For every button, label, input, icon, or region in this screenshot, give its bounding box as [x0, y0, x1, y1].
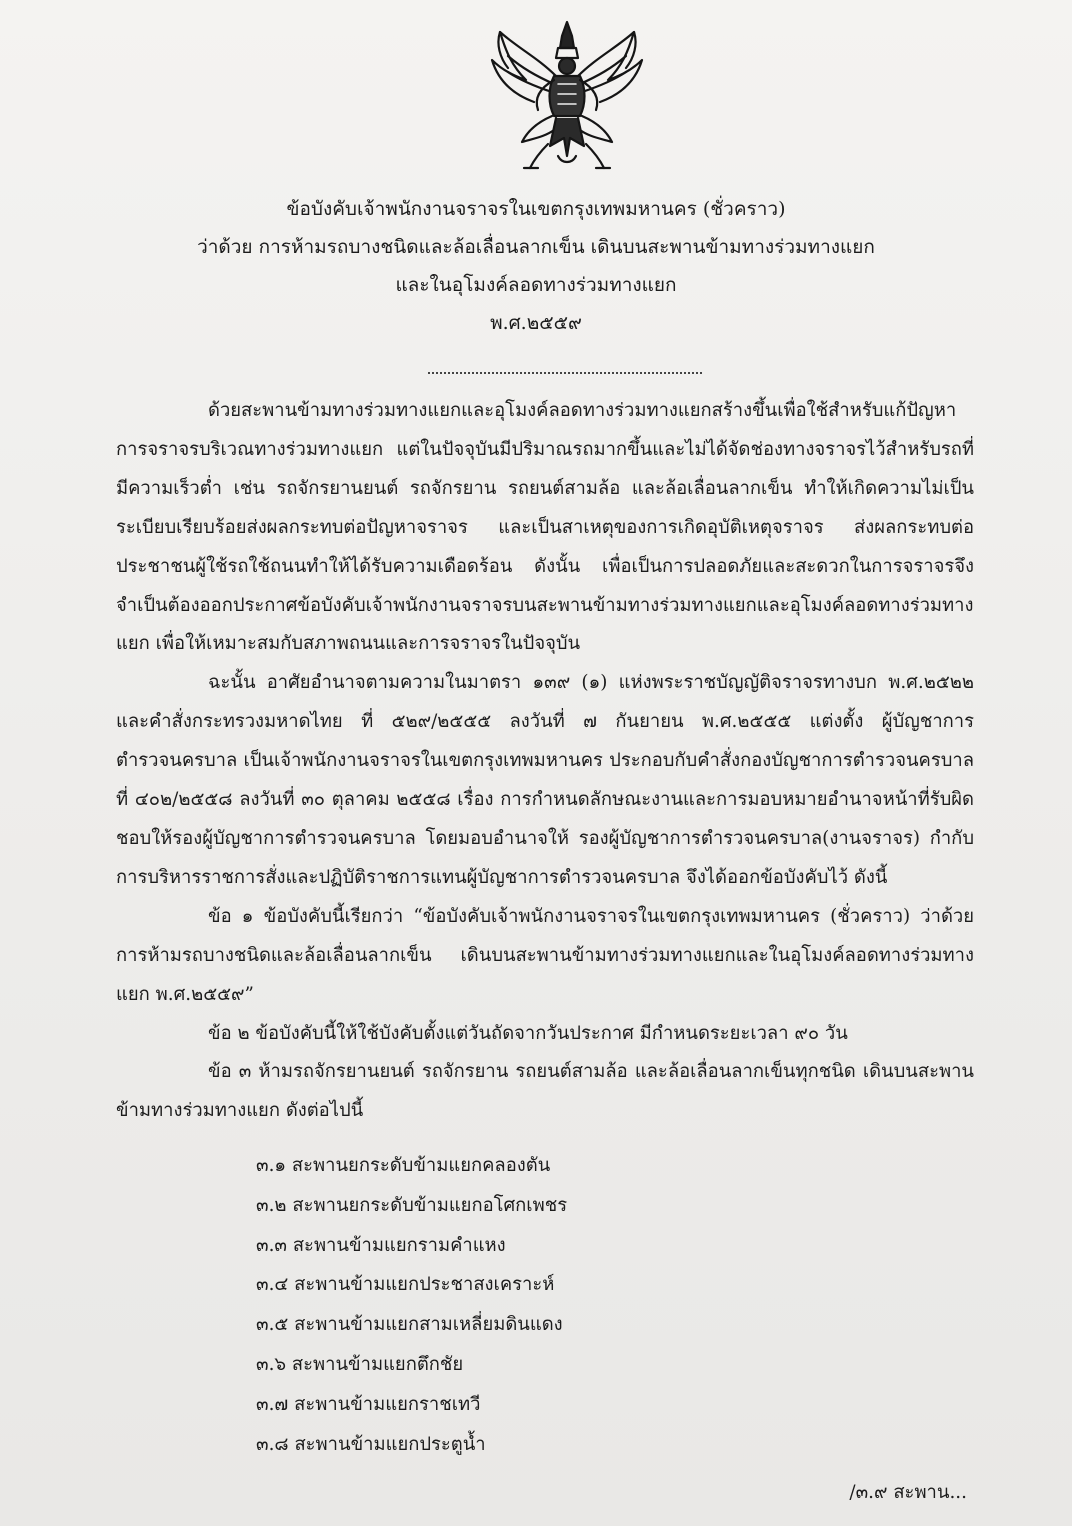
list-item: ๓.๘ สะพานข้ามแยกประตูน้ำ [256, 1433, 486, 1455]
list-item: ๓.๔ สะพานข้ามแยกประชาสงเคราะห์ [256, 1274, 555, 1296]
preamble-paragraph: ด้วยสะพานข้ามทางร่วมทางแยกและอุโมงค์ลอดทางร่วมทางแยกสร้างขึ้นเพื่อใช้สำหรับแก้ปัญหาการจราจรบริเวณทางร่วมทางแยก แต่ในปัจจุบันมีปริมาณรถมากขึ้นและไม่ได้จัดช่องทางจราจรไว้สำหรับรถที่มีความเร็วต่ำ เช่น รถจักรยานยนต์ รถจักรยาน รถยนต์สามล้อ และล้อเลื่อนลากเข็น ทำให้เกิดความไม่เป็นระเบียบเรียบร้อยส่งผลกระทบต่อปัญหาจราจร และเป็นสาเหตุของการเกิดอุบัติเหตุจราจร ส่งผลกระทบต่อประชาชนผู้ใช้รถใช้ถนนทำให้ได้รับความเดือดร้อน ดังนั้น เพื่อเป็นการปลอดภัยและสะดวกในการจราจรจึงจำเป็นต้องออกประกาศข้อบังคับเจ้าพนักงานจราจรบนสะพานข้ามทางร่วมทางแยกและอุโมงค์ลอดทางร่วมทางแยก เพื่อให้เหมาะสมกับสภาพถนนและการจราจรในปัจจุบัน [116, 400, 974, 655]
list-item: ๓.๗ สะพานข้ามแยกราชเทวี [256, 1393, 481, 1415]
bridge-list [256, 1146, 567, 1464]
list-item: ๓.๕ สะพานข้ามแยกสามเหลี่ยมดินแดง [256, 1314, 563, 1336]
clause-3: ข้อ ๓ ห้ามรถจักรยานยนต์ รถจักรยาน รถยนต์สามล้อ และล้อเลื่อนลากเข็นทุกชนิด เดินบนสะพานข้ามทางร่วมทางแยก ดังต่อไปนี้ [116, 1061, 974, 1122]
list-item: ๓.๖ สะพานข้ามแยกตึกชัย [256, 1353, 464, 1375]
continuation-note: /๓.๙ สะพาน... [849, 1482, 967, 1503]
dotted-divider [428, 372, 702, 374]
list-item: ๓.๒ สะพานยกระดับข้ามแยกอโศกเพชร [256, 1194, 568, 1216]
authority-paragraph: ฉะนั้น อาศัยอำนาจตามความในมาตรา ๑๓๙ (๑) แห่งพระราชบัญญัติจราจรทางบก พ.ศ.๒๕๒๒ และคำสั่งกระทรวงมหาดไทย ที่ ๕๒๙/๒๕๕๕ ลงวันที่ ๗ กันยายน พ.ศ.๒๕๕๕ แต่งตั้ง ผู้บัญชาการตำรวจนครบาล เป็นเจ้าพนักงานจราจรในเขตกรุงเทพมหานคร ประกอบกับคำสั่งกองบัญชาการตำรวจนครบาล ที่ ๔๐๒/๒๕๕๘ ลงวันที่ ๓๐ ตุลาคม ๒๕๕๘ เรื่อง การกำหนดลักษณะงานและการมอบหมายอำนาจหน้าที่รับผิดชอบให้รองผู้บัญชาการตำรวจนครบาล โดยมอบอำนาจให้ รองผู้บัญชาการตำรวจนครบาล(งานจราจร) กำกับการบริหารราชการสั่งและปฏิบัติราชการแทนผู้บัญชาการตำรวจนครบาล จึงได้ออกข้อบังคับไว้ ดังนี้ [116, 672, 974, 888]
title-line-2: ว่าด้วย การห้ามรถบางชนิดและล้อเลื่อนลากเข็น เดินบนสะพานข้ามทางร่วมทางแยก [197, 236, 875, 258]
list-item: ๓.๑ สะพานยกระดับข้ามแยกคลองตัน [256, 1155, 551, 1176]
list-item: ๓.๓ สะพานข้ามแยกรามคำแหง [256, 1234, 506, 1256]
title-line-3: และในอุโมงค์ลอดทางร่วมทางแยก [395, 274, 677, 296]
clause-2: ข้อ ๒ ข้อบังคับนี้ให้ใช้บังคับตั้งแต่วันถัดจากวันประกาศ มีกำหนดระยะเวลา ๙๐ วัน [208, 1022, 848, 1044]
title-year: พ.ศ.๒๕๕๙ [490, 312, 582, 334]
document-title [0, 190, 1072, 342]
document-body [116, 392, 974, 1131]
garuda-emblem-icon [478, 18, 656, 176]
clause-1: ข้อ ๑ ข้อบังคับนี้เรียกว่า “ข้อบังคับเจ้าพนักงานจราจรในเขตกรุงเทพมหานคร (ชั่วคราว) ว่าด้วยการห้ามรถบางชนิดและล้อเลื่อนลากเข็น เดินบนสะพานข้ามทางร่วมทางแยกและในอุโมงค์ลอดทางร่วมทางแยก พ.ศ.๒๕๕๙” [116, 905, 974, 1005]
title-line-1: ข้อบังคับเจ้าพนักงานจราจรในเขตกรุงเทพมหานคร (ชั่วคราว) [286, 198, 786, 220]
